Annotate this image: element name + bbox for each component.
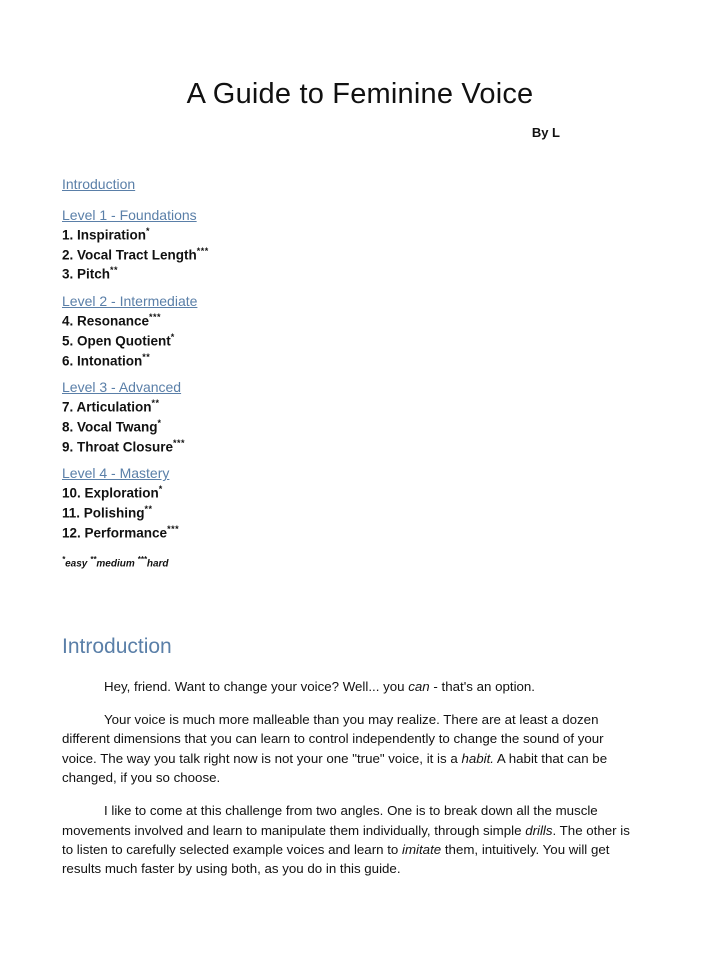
toc-item-label: 1. Inspiration <box>62 227 147 243</box>
emphasis-drills: drills <box>525 822 553 838</box>
paragraph-text: them, intuitively. You will get results much faster by using both, as you do in this guide. <box>62 841 610 877</box>
paragraph-text: Your voice is much more malleable than you may realize. There are at least a dozen different dimensions that you can learn to control independently to change the sound of your voice. The way you talk right now is not your one "true" voice, it is a <box>62 712 604 766</box>
section-heading-introduction: Introduction <box>62 634 172 658</box>
page-title: A Guide to Feminine Voice <box>186 78 534 110</box>
legend-easy-stars: * <box>62 554 66 564</box>
emphasis-can: can <box>408 678 430 694</box>
paragraph <box>62 677 640 696</box>
toc-item[interactable] <box>62 483 622 503</box>
toc-item[interactable] <box>62 331 622 351</box>
toc-link-level-3[interactable]: Level 3 - Advanced <box>62 379 182 396</box>
paragraph-text: - that's an option. <box>429 678 536 694</box>
toc-item[interactable] <box>62 417 622 437</box>
toc-item[interactable] <box>62 397 622 417</box>
toc-item-label: 7. Articulation <box>62 399 152 415</box>
difficulty-stars: *** <box>173 437 186 448</box>
paragraph-text: A habit that can be changed, if you so choose. <box>62 750 608 786</box>
legend-medium-label: medium <box>96 557 135 569</box>
toc-item[interactable] <box>62 351 622 371</box>
toc-item[interactable] <box>62 311 622 331</box>
paragraph <box>62 801 640 878</box>
paragraph-text: Hey, friend. Want to change your voice? Well... you <box>104 678 409 694</box>
difficulty-legend <box>62 555 622 569</box>
paragraph <box>62 710 640 787</box>
difficulty-stars: *** <box>167 523 180 534</box>
difficulty-stars: * <box>170 331 175 342</box>
legend-medium-stars: ** <box>90 554 97 564</box>
legend-hard-stars: *** <box>137 554 147 564</box>
difficulty-stars: ** <box>144 504 153 515</box>
legend-easy-label: easy <box>65 557 88 569</box>
difficulty-stars: * <box>146 226 151 236</box>
paragraph-text: . The other is to listen to carefully selected example voices and learn to <box>62 822 630 857</box>
toc-link-introduction[interactable]: Introduction <box>62 176 136 192</box>
difficulty-stars: *** <box>149 312 162 323</box>
difficulty-stars: ** <box>110 265 119 276</box>
toc-item-label: 9. Throat Closure <box>62 439 174 455</box>
toc-item-label: 4. Resonance <box>62 313 150 329</box>
difficulty-stars: * <box>158 484 163 495</box>
difficulty-stars: ** <box>142 351 151 362</box>
toc-link-level-1[interactable]: Level 1 - Foundations <box>62 207 197 223</box>
toc-item[interactable] <box>62 437 622 457</box>
toc-item[interactable] <box>62 245 622 265</box>
toc-item-label: 6. Intonation <box>62 353 143 369</box>
toc-item-label: 8. Vocal Twang <box>62 419 158 435</box>
toc-link-level-4[interactable]: Level 4 - Mastery <box>62 465 170 482</box>
toc-item-label: 12. Performance <box>62 525 168 541</box>
paragraph-text: I like to come at this challenge from two angles. One is to break down all the muscle movements involved and learn to manipulate them individually, through simple <box>62 803 598 838</box>
difficulty-stars: ** <box>151 398 160 409</box>
difficulty-stars: *** <box>196 245 209 256</box>
toc-item-label: 10. Exploration <box>62 485 159 501</box>
difficulty-stars: * <box>157 418 162 429</box>
toc-item[interactable] <box>62 225 622 245</box>
toc-item-label: 3. Pitch <box>62 266 111 282</box>
emphasis-imitate: imitate <box>402 841 442 857</box>
emphasis-habit: habit. <box>461 750 494 766</box>
legend-hard-label: hard <box>146 557 169 569</box>
toc-item[interactable] <box>62 503 622 523</box>
toc-item[interactable] <box>62 264 622 284</box>
table-of-contents <box>62 176 622 569</box>
toc-item-label: 2. Vocal Tract Length <box>62 247 197 263</box>
toc-item-label: 11. Polishing <box>62 505 145 521</box>
byline: By L <box>531 125 560 140</box>
toc-item[interactable] <box>62 523 622 543</box>
toc-item-label: 5. Open Quotient <box>62 333 171 349</box>
introduction-body <box>62 677 640 878</box>
toc-link-level-2[interactable]: Level 2 - Intermediate <box>62 293 198 310</box>
